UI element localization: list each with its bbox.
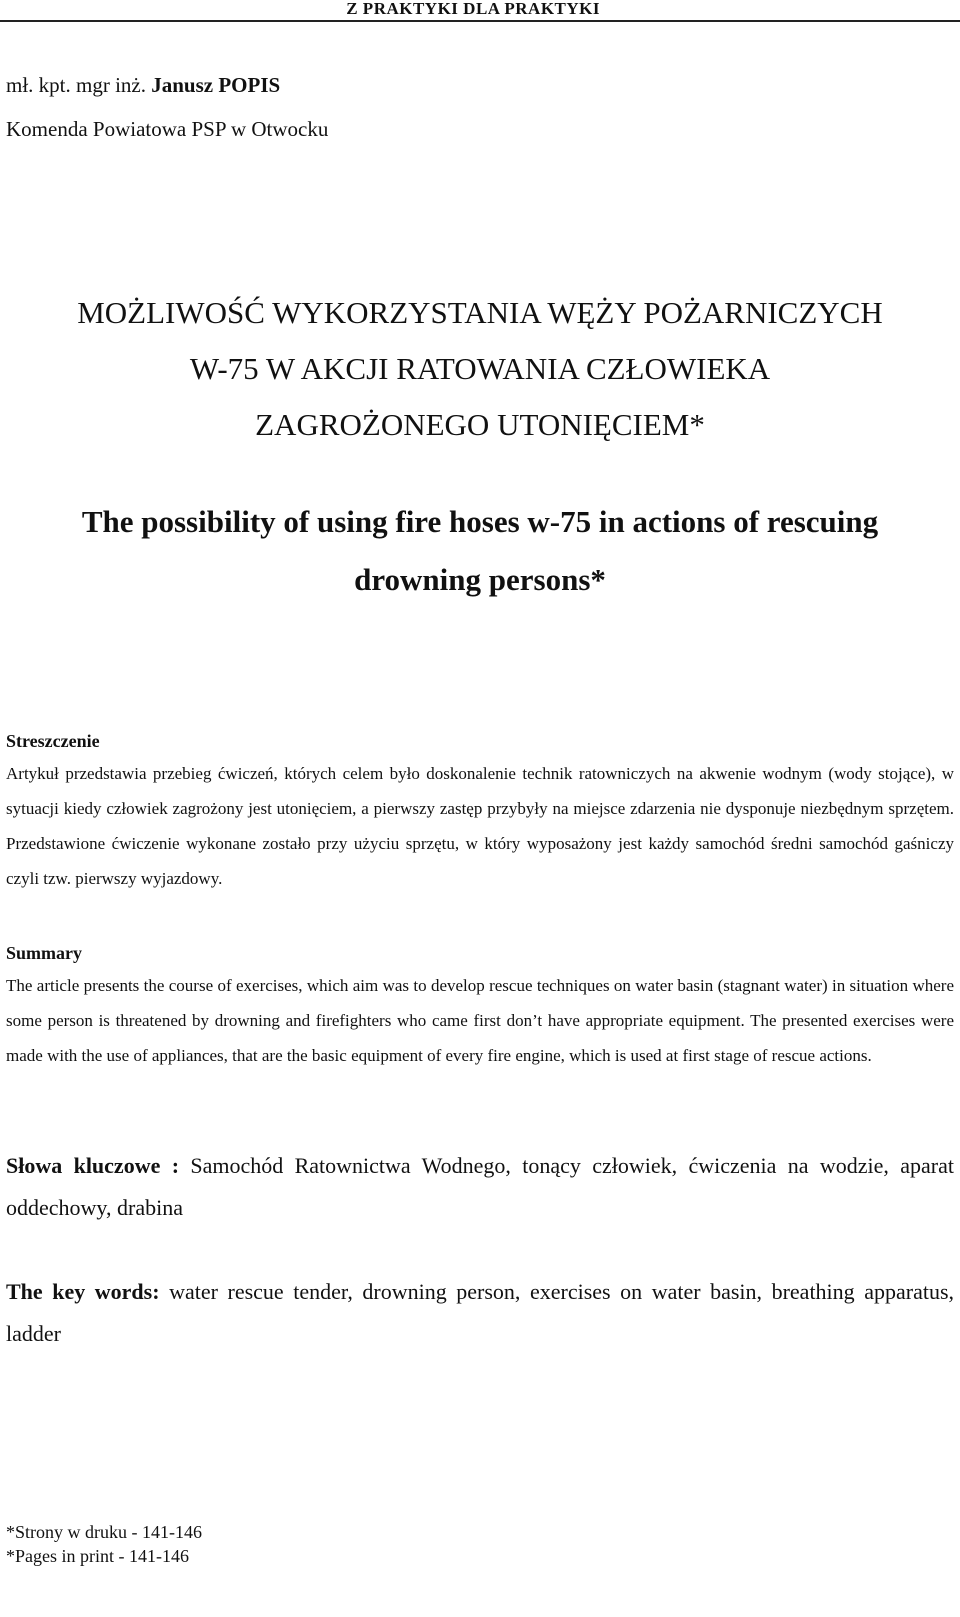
keywords-english-text: water rescue tender, drowning person, exercises on water basin, breathing apparatus, ladder [6,1279,955,1346]
title-polish-line-2: W-75 W AKCJI RATOWANIA CZŁOWIEKA [189,351,771,386]
header-rule [0,20,960,22]
title-english-line-2: drowning persons* [354,562,606,597]
keywords-polish-text: Samochód Ratownictwa Wodnego, tonący człowiek, ćwiczenia na wodzie, aparat oddechowy, drabina [6,1153,955,1220]
footnote-english: *Pages in print - 141-146 [6,1546,189,1566]
keywords-english-label: The key words: [6,1279,160,1304]
title-polish-line-3: ZAGROŻONEGO UTONIĘCIEM* [255,407,705,442]
summary-heading: Summary [6,943,82,963]
title-english-line-1: The possibility of using fire hoses w-75 in actions of rescuing [81,504,879,539]
summary-text: The article presents the course of exercises, which aim was to develop rescue techniques on water basin (stagnant water) in situation where some person is threatened by drowning and firefighters who came first don’t have appropriate equipment. The presented exercises were made with the use of appliances, that are the basic equipment of every fire engine, which is used at first stage of rescue actions. [6,976,954,1065]
running-header [0,0,960,22]
title-polish-line-1: MOŻLIWOŚĆ WYKORZYSTANIA WĘŻY POŻARNICZYCH [77,295,883,330]
author-affiliation: Komenda Powiatowa PSP w Otwocku [6,117,329,141]
keywords-polish [6,1145,954,1229]
title-polish [0,285,960,453]
keywords-polish-label: Słowa kluczowe : [6,1153,180,1178]
running-header-text: Z PRAKTYKI DLA PRAKTYKI [346,0,600,18]
keywords-english [6,1271,954,1355]
author-name: Janusz POPIS [151,73,281,97]
streszczenie-heading: Streszczenie [6,731,100,751]
title-english [0,493,960,609]
author-line [6,72,280,98]
footnotes [6,1520,202,1568]
author-prefix: mł. kpt. mgr inż. [6,73,146,97]
footnote-polish: *Strony w druku - 141-146 [6,1522,202,1542]
streszczenie-text: Artykuł przedstawia przebieg ćwiczeń, których celem było doskonalenie technik ratowniczych na akwenie wodnym (wody stojące), w sytuacji kiedy człowiek zagrożony jest utonięciem, a pierwszy zastęp przybyły na miejsce zdarzenia nie dysponuje niezbędnym sprzętem. Przedstawione ćwiczenie wykonane zostało przy użyciu sprzętu, w który wyposażony jest każdy samochód średni samochód gaśniczy czyli tzw. pierwszy wyjazdowy. [6,764,954,888]
